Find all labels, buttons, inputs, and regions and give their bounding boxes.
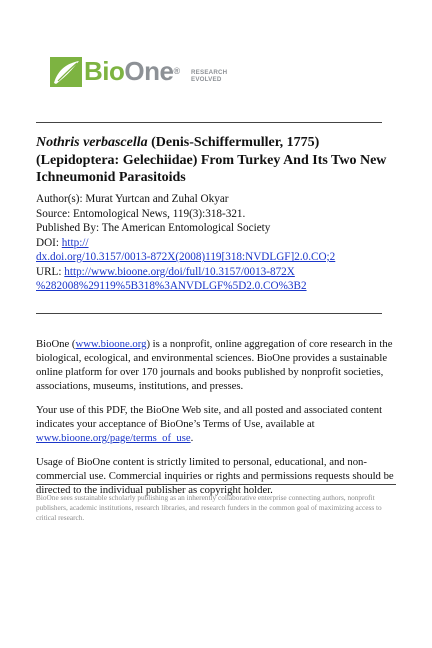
doi-line-1 (36, 236, 406, 251)
doi-link-part1[interactable]: http:// (61, 236, 89, 249)
terms-of-use-link[interactable]: www.bioone.org/page/terms_of_use (36, 432, 191, 444)
about-text-a: BioOne ( (36, 338, 76, 350)
footer-text: BioOne sees sustainable scholarly publishing as an inherently collaborative enterprise connecting authors, nonprofit publishers, academic institutions, research libraries, and research funders in the common goal of maximizing access to critical research. (36, 493, 382, 522)
tagline-evolved: EVOLVED (191, 76, 222, 83)
authors: Author(s): Murat Yurtcan and Zuhal Okyar (36, 193, 229, 205)
brand-one: One (124, 56, 174, 86)
about-text-b: ) is a nonprofit, online aggregation of core research in the biological, ecological, and environmental sciences. BioOne provides a sustainable online platform for over 170 journals and books published by nonprofit societies, associations, museums, institutions, and presses. (36, 338, 393, 392)
title-rest: (Denis-Schiffermuller, 1775) (Lepidoptera: Gelechiidae) From Turkey And Its Two New Ichneumonid Parasitoids (36, 135, 387, 185)
url-link-part2[interactable]: %282008%29119%5B318%3ANVDLGF%5D2.0.CO%3B2 (36, 280, 307, 292)
paragraph-about (36, 337, 396, 393)
source: Source: Entomological News, 119(3):318-321. (36, 207, 246, 220)
article-title (36, 134, 396, 187)
bioone-logo (50, 56, 228, 90)
url-label: URL: (36, 265, 65, 278)
doi-link-part2[interactable]: dx.doi.org/10.3157/0013-872X(2008)119[318:NVDLGF]2.0.CO;2 (36, 251, 336, 263)
url-link-part1[interactable]: http://www.bioone.org/doi/full/10.3157/0013-872X (64, 265, 295, 278)
terms-text-b: . (190, 432, 194, 444)
terms-text-a: Your use of this PDF, the BioOne Web site, and all posted and associated content indicates your acceptance of BioOne’s Terms of Use, available at (36, 404, 383, 430)
paragraph-terms (36, 403, 396, 445)
publisher: Published By: The American Entomological Society (36, 222, 271, 234)
top-divider (36, 122, 382, 123)
tagline-research: RESEARCH (191, 69, 228, 76)
footer-divider (36, 484, 396, 485)
url-line-2 (36, 279, 406, 294)
paragraph-usage: Usage of BioOne content is strictly limited to personal, educational, and non-commercial use. Commercial inquiries or rights and permissions requests should be directed to the individual publisher as copyright holder. (36, 456, 394, 496)
bioone-wordmark (84, 56, 180, 86)
registered-mark: ® (173, 66, 180, 76)
doi-label: DOI: (36, 236, 62, 249)
brand-bio: Bio (84, 56, 125, 86)
bioone-notice (36, 337, 396, 507)
url-line-1 (36, 265, 406, 280)
title-species: Nothris verbascella (36, 135, 148, 150)
logo-tagline (191, 69, 227, 83)
bioone-leaf-icon (50, 57, 82, 87)
doi-line-2 (36, 250, 406, 265)
bioone-site-link[interactable]: www.bioone.org (75, 338, 147, 350)
article-metadata (36, 192, 406, 294)
middle-divider (36, 313, 382, 314)
